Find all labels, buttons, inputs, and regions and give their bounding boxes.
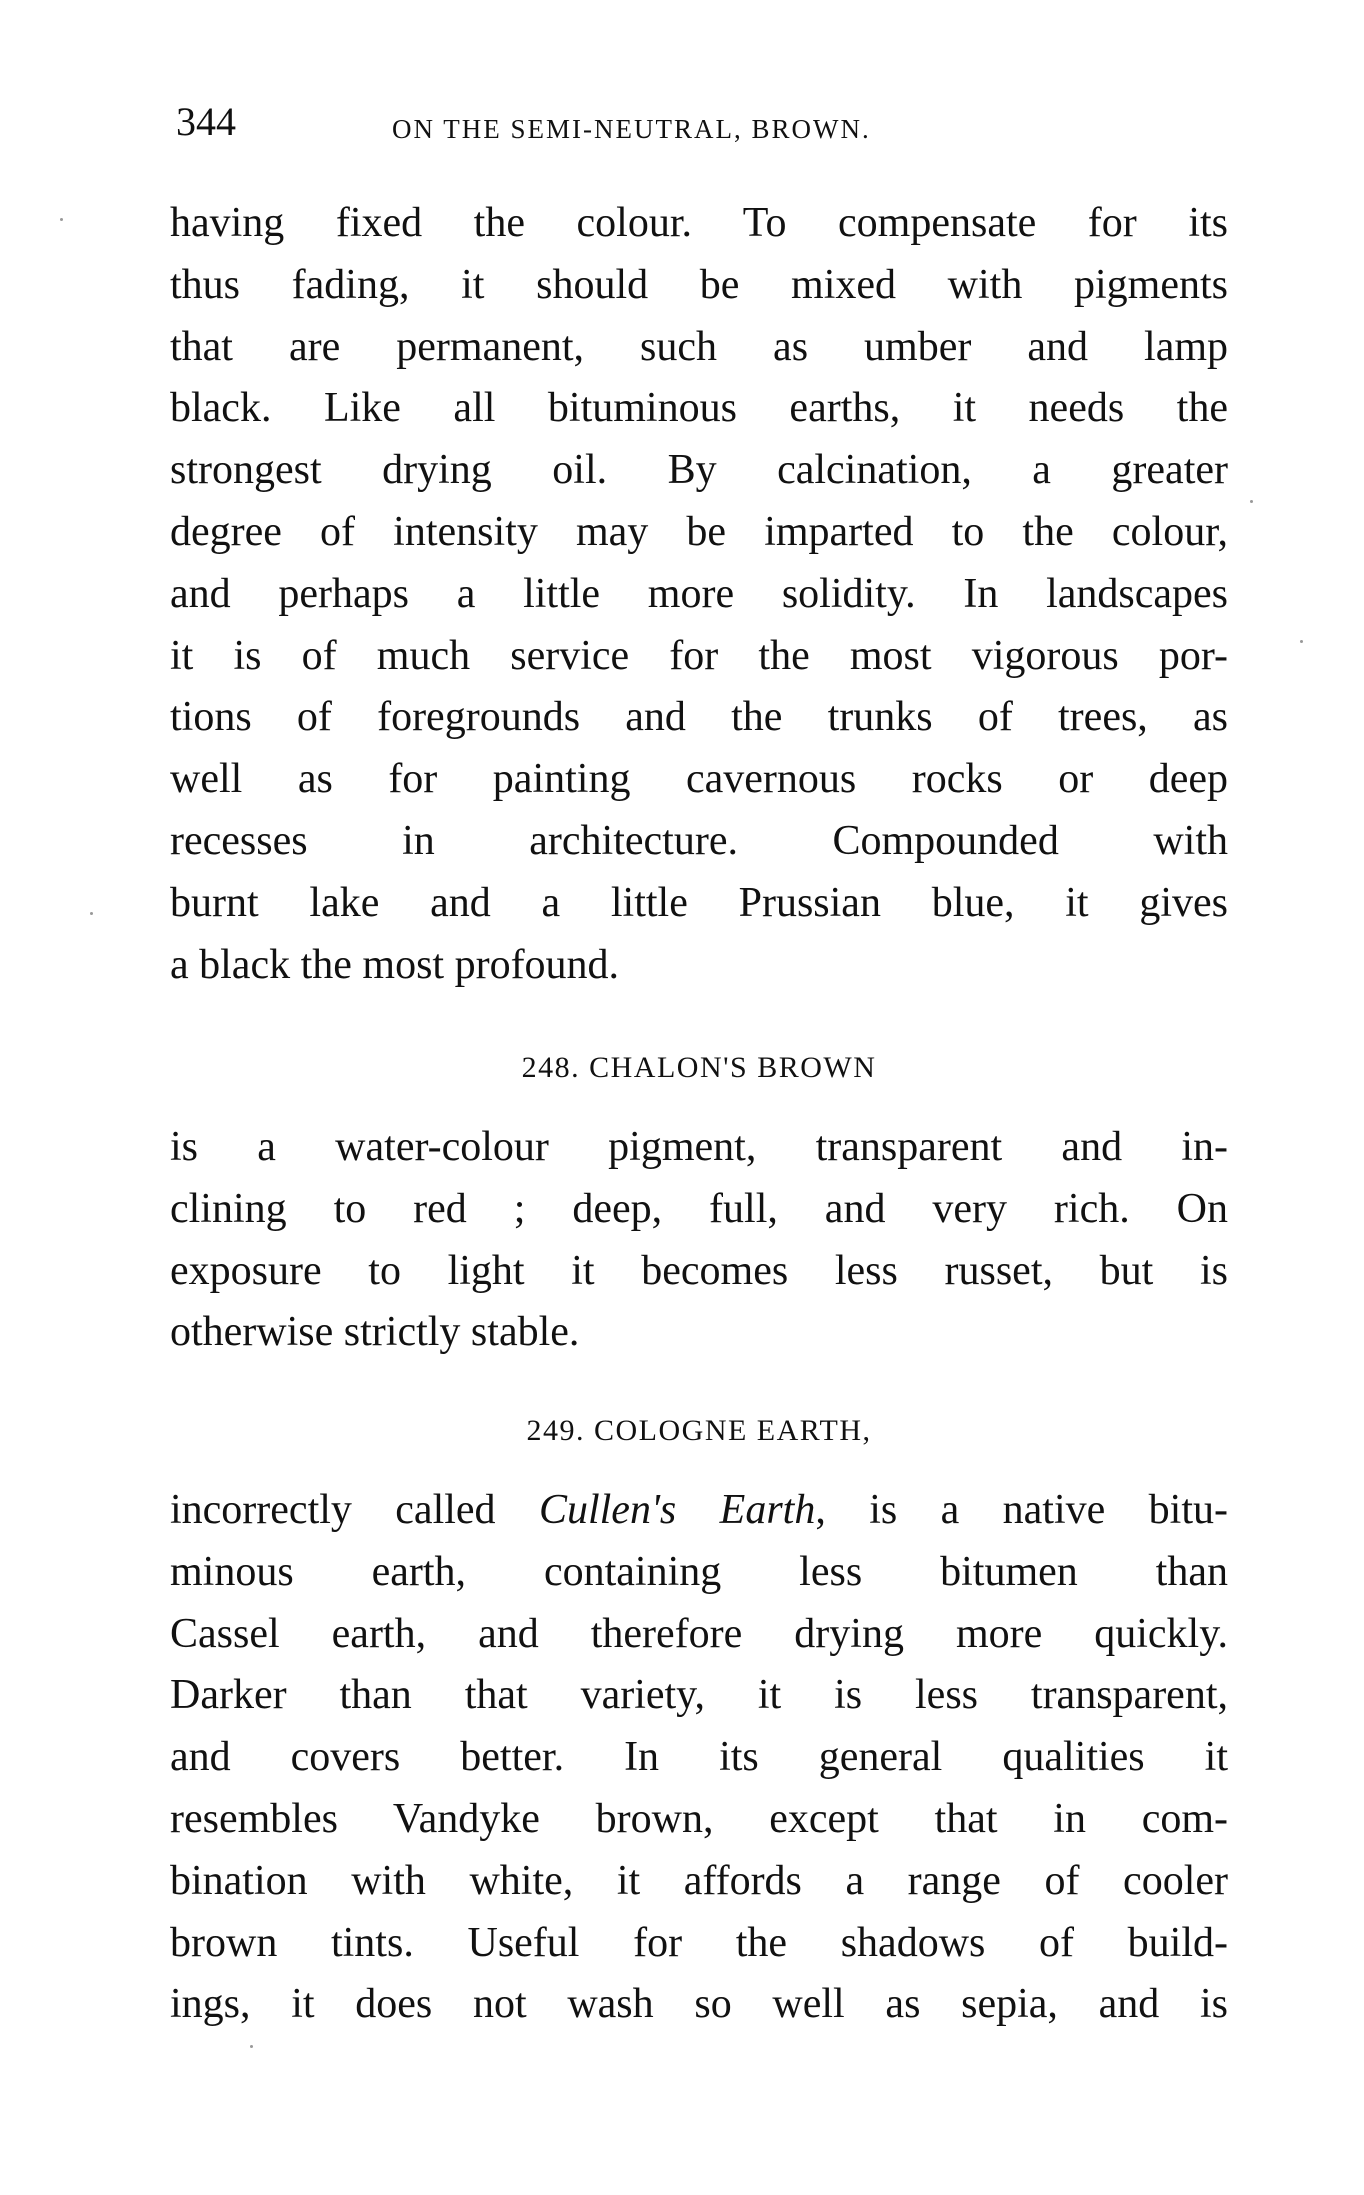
text-line: a black the most profound. xyxy=(170,941,620,988)
text-line: Darker than that variety, it is less transparent, xyxy=(170,1672,1228,1719)
scan-speck xyxy=(1300,640,1303,643)
scan-speck xyxy=(250,2045,253,2048)
text-run: , is a native bitu- xyxy=(815,1487,1228,1533)
text-line: Cassel earth, and therefore drying more quickly. xyxy=(170,1610,1228,1657)
paragraph-continuation xyxy=(170,193,1228,996)
text-line: resembles Vandyke brown, except that in com- xyxy=(170,1795,1228,1842)
text-line: degree of intensity may be imparted to the colour, xyxy=(170,508,1228,555)
page-number: 344 xyxy=(176,99,236,144)
text-line: well as for painting cavernous rocks or deep xyxy=(170,756,1228,803)
text-line: and covers better. In its general qualities it xyxy=(170,1734,1228,1781)
paragraph-chalons-brown xyxy=(170,1117,1228,1364)
text-line: having fixed the colour. To compensate for its xyxy=(170,200,1228,246)
text-line: otherwise strictly stable. xyxy=(170,1309,580,1356)
italic-term: Cullen's Earth xyxy=(538,1487,816,1533)
text-line: tions of foregrounds and the trunks of trees, as xyxy=(170,694,1228,741)
text-line: bination with white, it affords a range of cooler xyxy=(170,1857,1228,1904)
text-line: and perhaps a little more solidity. In landscapes xyxy=(170,570,1228,617)
section-heading-249: 249. COLOGNE EARTH, xyxy=(526,1414,872,1447)
text-line: strongest drying oil. By calcination, a greater xyxy=(170,447,1228,494)
text-line: is a water-colour pigment, transparent and in- xyxy=(170,1124,1228,1170)
text-line: clining to red ; deep, full, and very rich. On xyxy=(170,1185,1228,1232)
text-run: incorrectly called xyxy=(170,1487,539,1533)
running-head xyxy=(170,100,1230,150)
text-line: black. Like all bituminous earths, it needs the xyxy=(170,385,1228,432)
text-line: exposure to light it becomes less russet, but is xyxy=(170,1247,1228,1294)
paragraph-cologne-earth xyxy=(170,1480,1228,2036)
scan-speck xyxy=(1250,500,1253,503)
text-line: minous earth, containing less bitumen than xyxy=(170,1548,1228,1595)
text-line: brown tints. Useful for the shadows of build- xyxy=(170,1919,1228,1966)
text-line: burnt lake and a little Prussian blue, it gives xyxy=(170,879,1228,926)
section-heading-248: 248. CHALON'S BROWN xyxy=(521,1051,877,1084)
text-line: thus fading, it should be mixed with pigments xyxy=(170,261,1228,308)
text-line: ings, it does not wash so well as sepia, and is xyxy=(170,1981,1228,2028)
text-line: recesses in architecture. Compounded with xyxy=(170,817,1228,864)
scan-speck xyxy=(60,218,63,221)
text-line: it is of much service for the most vigorous por- xyxy=(170,632,1228,679)
text-line xyxy=(170,1480,1228,1542)
scan-speck xyxy=(90,912,93,915)
running-head-title: ON THE SEMI-NEUTRAL, BROWN. xyxy=(392,114,871,144)
text-line: that are permanent, such as umber and lamp xyxy=(170,323,1228,370)
